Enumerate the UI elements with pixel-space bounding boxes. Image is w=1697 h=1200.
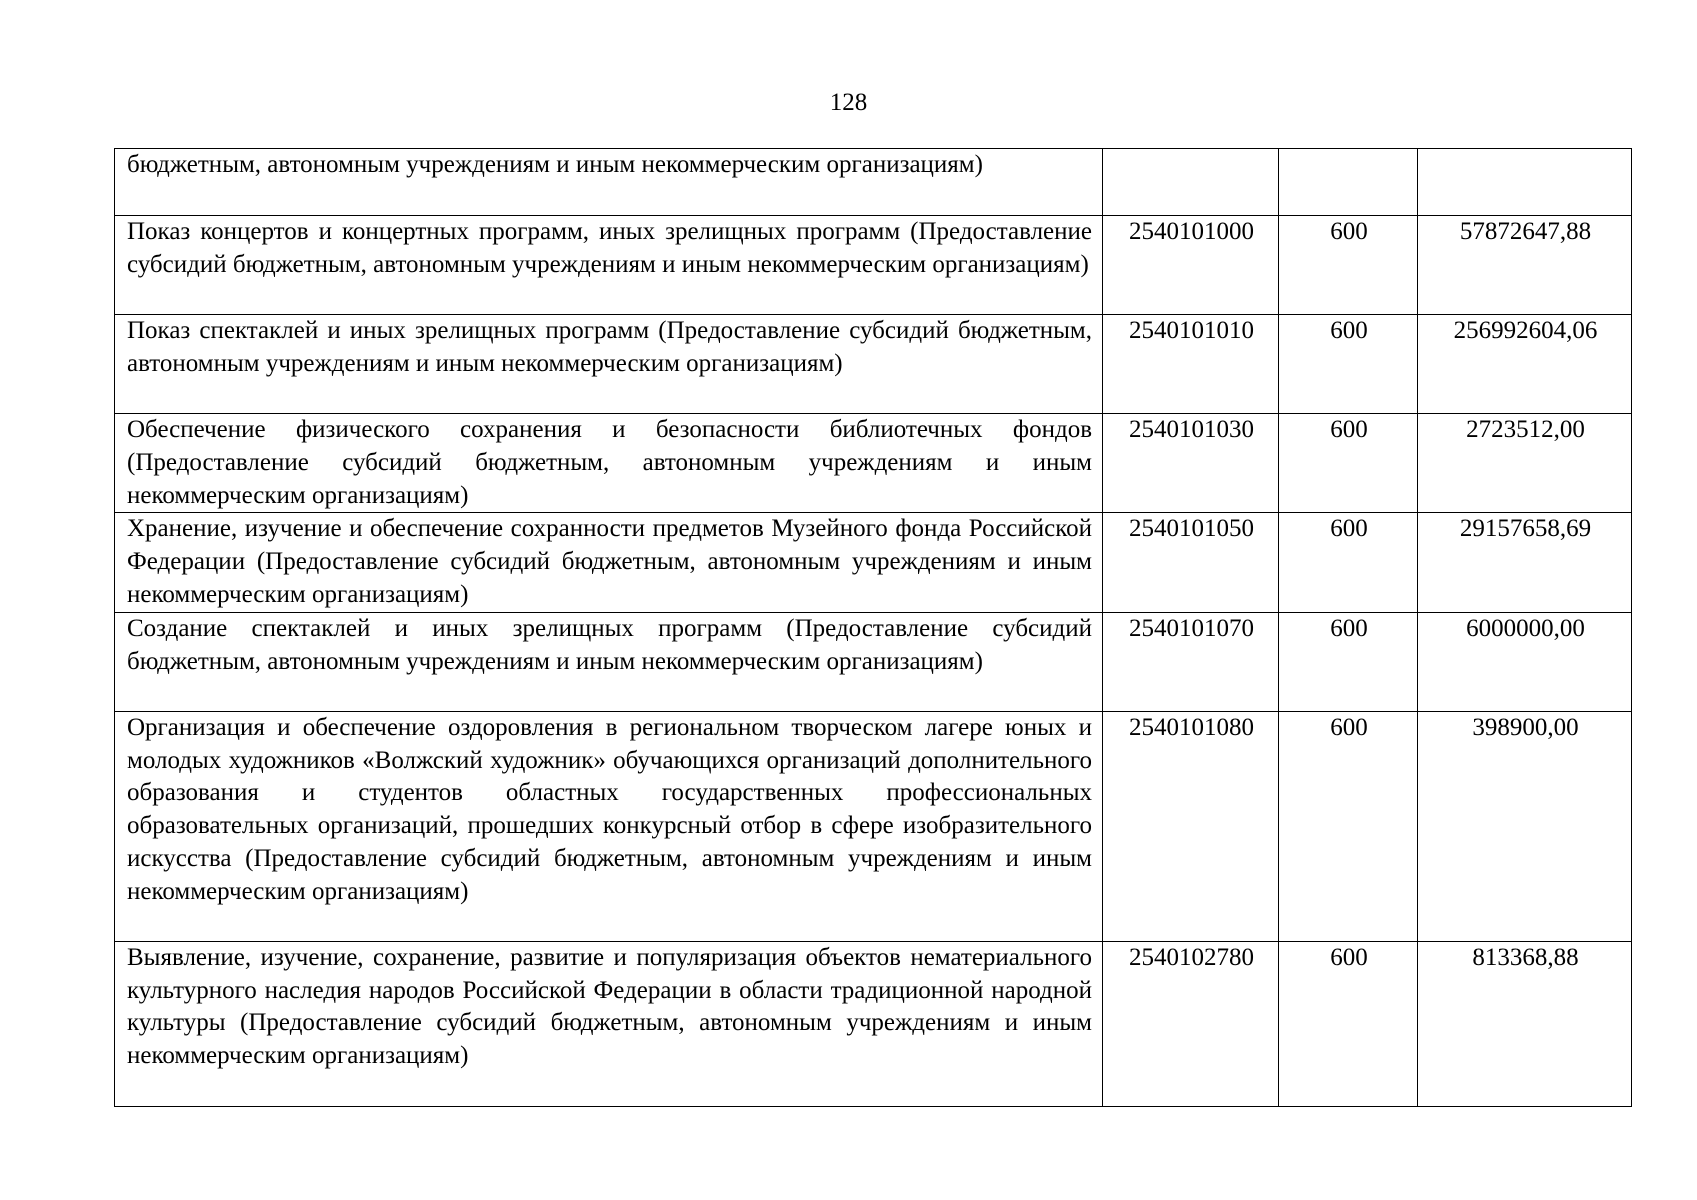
row-expense-type: 600 bbox=[1279, 941, 1418, 1106]
row-target-code: 2540101000 bbox=[1103, 216, 1279, 315]
row-expense-type: 600 bbox=[1279, 414, 1418, 513]
row-description: Обеспечение физического сохранения и безопасности библиотечных фондов (Предоставление субсидий бюджетным, автономным учреждениям и иным некоммерческим организациям) bbox=[115, 414, 1103, 513]
table-row bbox=[115, 711, 1632, 941]
table-row bbox=[115, 315, 1632, 414]
row-expense-type bbox=[1279, 149, 1418, 216]
row-description: Создание спектаклей и иных зрелищных программ (Предоставление субсидий бюджетным, автономным учреждениям и иным некоммерческим организациям) bbox=[115, 612, 1103, 711]
table-row bbox=[115, 513, 1632, 612]
row-amount: 29157658,69 bbox=[1418, 513, 1632, 612]
row-amount bbox=[1418, 149, 1632, 216]
row-description: Показ спектаклей и иных зрелищных программ (Предоставление субсидий бюджетным, автономным учреждениям и иным некоммерческим организациям) bbox=[115, 315, 1103, 414]
row-amount: 398900,00 bbox=[1418, 711, 1632, 941]
row-description: Показ концертов и концертных программ, иных зрелищных программ (Предоставление субсидий бюджетным, автономным учреждениям и иным некоммерческим организациям) bbox=[115, 216, 1103, 315]
row-target-code: 2540101010 bbox=[1103, 315, 1279, 414]
table-row bbox=[115, 414, 1632, 513]
row-amount: 813368,88 bbox=[1418, 941, 1632, 1106]
row-amount: 256992604,06 bbox=[1418, 315, 1632, 414]
row-target-code bbox=[1103, 149, 1279, 216]
row-amount: 57872647,88 bbox=[1418, 216, 1632, 315]
row-expense-type: 600 bbox=[1279, 315, 1418, 414]
row-amount: 6000000,00 bbox=[1418, 612, 1632, 711]
row-expense-type: 600 bbox=[1279, 612, 1418, 711]
page-number: 128 bbox=[829, 89, 868, 116]
table-row bbox=[115, 941, 1632, 1106]
row-target-code: 2540101080 bbox=[1103, 711, 1279, 941]
row-target-code: 2540101070 bbox=[1103, 612, 1279, 711]
row-target-code: 2540102780 bbox=[1103, 941, 1279, 1106]
row-description: бюджетным, автономным учреждениям и иным некоммерческим организациям) bbox=[115, 149, 1103, 216]
row-target-code: 2540101050 bbox=[1103, 513, 1279, 612]
row-expense-type: 600 bbox=[1279, 711, 1418, 941]
row-description: Организация и обеспечение оздоровления в региональном творческом лагере юных и молодых художников «Волжский художник» обучающихся организаций дополнительного образования и студентов областных государственных профессиональных образовательных организаций, прошедших конкурсный отбор в сфере изобразительного искусства (Предоставление субсидий бюджетным, автономным учреждениям и иным некоммерческим организациям) bbox=[115, 711, 1103, 941]
row-amount: 2723512,00 bbox=[1418, 414, 1632, 513]
row-target-code: 2540101030 bbox=[1103, 414, 1279, 513]
row-description: Выявление, изучение, сохранение, развитие и популяризация объектов нематериального культурного наследия народов Российской Федерации в области традиционной народной культуры (Предоставление субсидий бюджетным, автономным учреждениям и иным некоммерческим организациям) bbox=[115, 941, 1103, 1106]
row-description: Хранение, изучение и обеспечение сохранности предметов Музейного фонда Российской Федерации (Предоставление субсидий бюджетным, автономным учреждениям и иным некоммерческим организациям) bbox=[115, 513, 1103, 612]
row-expense-type: 600 bbox=[1279, 513, 1418, 612]
table-row bbox=[115, 612, 1632, 711]
table-row bbox=[115, 216, 1632, 315]
table-row bbox=[115, 149, 1632, 216]
row-expense-type: 600 bbox=[1279, 216, 1418, 315]
budget-table bbox=[114, 148, 1632, 1107]
